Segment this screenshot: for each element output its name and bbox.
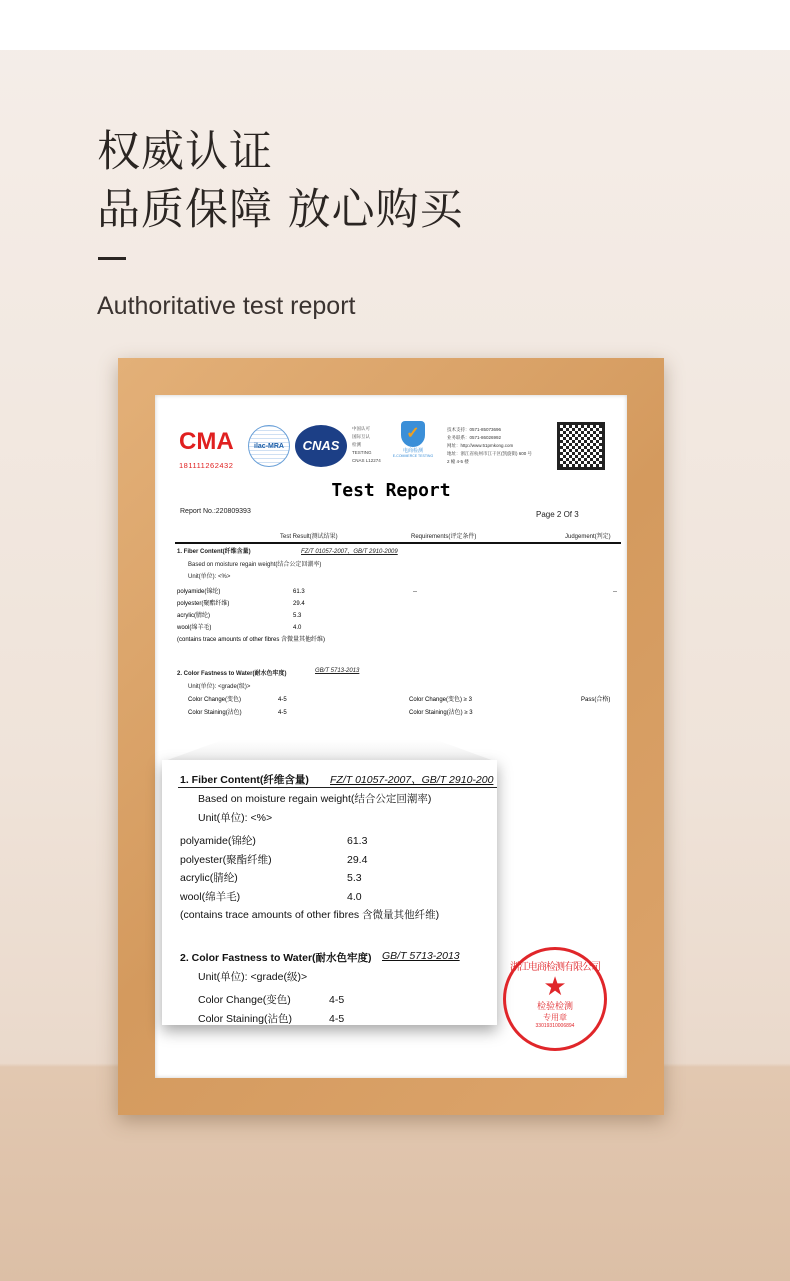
heading-line2: 品质保障 放心购买 — [97, 185, 464, 235]
heading-line1: 权威认证 — [97, 127, 273, 177]
contact-info: 技术支持：0571-85073696 业务联系：0571-86026992 网址：http://www.51pmkong.com 地址：浙江省杭州市江干区(凯旋街) 600 号 2 幢 4-5 楼 — [447, 427, 533, 464]
section1-title: 1. Fiber Content(纤维含量) — [177, 549, 251, 555]
subtitle: Authoritative test report — [97, 292, 356, 320]
zoom-section2-standard: GB/T 5713-2013 — [382, 950, 460, 962]
zoom-section1-title: 1. Fiber Content(纤维含量) — [180, 774, 309, 786]
trace-note: (contains trace amounts of other fibres 含微量其他纤维) — [177, 637, 326, 643]
table-row: acrylic(腈纶) 5.3 — [177, 613, 302, 619]
divider — [98, 257, 126, 260]
colorfast-table — [188, 694, 610, 720]
section2-unit: Unit(单位): <grade(级)> — [188, 684, 251, 690]
table-row: polyamide(锦纶) 61.3 -- -- — [177, 589, 617, 595]
table-row: Color Staining(沾色) 4-5 Color Staining(沾色) ≥ 3 — [188, 710, 473, 716]
col-judgement: Judgement(判定) — [565, 534, 611, 540]
table-row: Color Change(变色) 4-5 Color Change(变色) ≥ 3 Pass(合格) — [188, 697, 611, 703]
magnified-callout — [162, 760, 497, 1025]
star-icon: ★ — [543, 971, 567, 1001]
section1-basis: Based on moisture regain weight(结合公定回潮率) — [188, 562, 322, 568]
section2-title: 2. Color Fastness to Water(耐水色牢度) — [177, 671, 287, 677]
zoom-section2-title: 2. Color Fastness to Water(耐水色牢度) — [180, 952, 372, 964]
zoom-section2-unit: Unit(单位): <grade(级)> — [198, 971, 308, 983]
table-row: polyester(聚酯纤维) 29.4 — [177, 601, 305, 607]
section2-standard: GB/T 5713-2013 — [315, 668, 360, 674]
zoom-basis: Based on moisture regain weight(结合公定回潮率) — [198, 793, 432, 805]
report-number: Report No.:220809393 — [180, 508, 251, 515]
zoom-unit: Unit(单位): <%> — [198, 812, 273, 824]
qr-code[interactable] — [557, 422, 605, 470]
col-result: Test Result(测试结果) — [280, 534, 338, 540]
ecommerce-testing-logo: ✓ 电商检测 E-COMMERCE TESTING — [388, 421, 438, 458]
col-requirements: Requirements(评定条件) — [411, 534, 477, 540]
shield-check-icon: ✓ — [401, 421, 425, 447]
report-title: Test Report — [331, 480, 451, 501]
zoom-rule — [178, 787, 497, 788]
header-rule — [175, 542, 621, 544]
page-number: Page 2 Of 3 — [536, 510, 579, 519]
table-row: wool(绵羊毛) 4.0 — [177, 625, 302, 631]
cnas-logo: CNAS — [295, 425, 347, 467]
zoom-colorfast-table: Color Change(变色) 4-5 Color Staining(沾色) 4-5 — [198, 994, 345, 1025]
cma-logo: CMA 181111262432 — [179, 428, 234, 470]
zoom-section1-standard: FZ/T 01057-2007、GB/T 2910-200 — [330, 774, 494, 786]
section1-standard: FZ/T 01057-2007、GB/T 2910-2009 — [301, 549, 398, 555]
section1-unit: Unit(单位): <%> — [188, 574, 231, 580]
cnas-text: 中国认可 国际互认 检测 TESTING CNAS L12274 — [352, 426, 381, 463]
ilac-logo: ilac-MRA — [248, 425, 290, 467]
zoom-fiber-table: polyamide(锦纶) 61.3 polyester(聚酯纤维) 29.4 acrylic(腈纶) 5.3 wool(绵羊毛) 4.0 (contains trace amounts of other fibres 含微量其他纤维) — [180, 835, 440, 921]
top-strip — [0, 0, 790, 50]
fiber-table — [177, 586, 617, 646]
official-seal: 浙江电商检测有限公司 ★ 检验检测 专用章 33019310006894 — [503, 947, 607, 1051]
